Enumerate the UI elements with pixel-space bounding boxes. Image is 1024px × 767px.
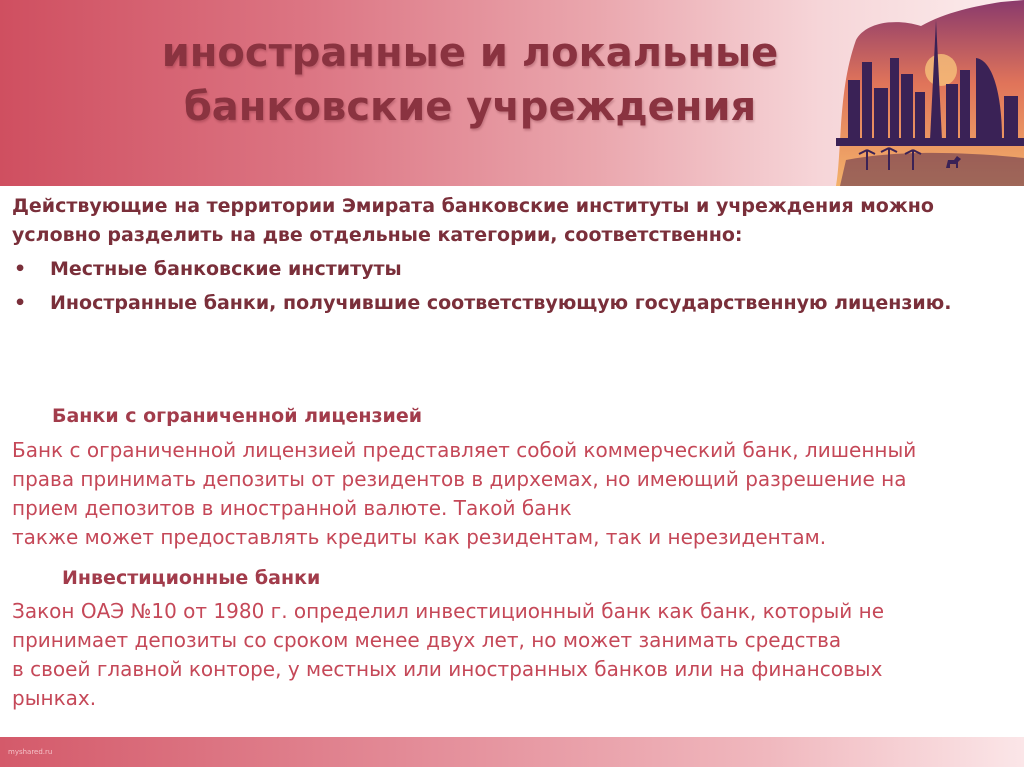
slide-content xyxy=(12,192,1012,710)
text-line: в своей главной конторе, у местных или иностранных банков или на финансовых xyxy=(12,657,883,681)
text-line: прием депозитов в иностранной валюте. Такой банк xyxy=(12,496,572,520)
list-item-label: Иностранные банки, получившие соответствующую государственную лицензию. xyxy=(50,292,952,314)
text-line: принимает депозиты со сроком менее двух лет, но может занимать средства xyxy=(12,628,842,652)
list-item xyxy=(12,254,1012,284)
list-item-label: Местные банковские институты xyxy=(50,258,402,280)
list-item xyxy=(12,288,1012,318)
footer-watermark: myshared.ru xyxy=(8,748,53,756)
text-line: также может предоставлять кредиты как резидентам, так и нерезидентам. xyxy=(12,525,827,549)
text-line: рынках. xyxy=(12,686,97,710)
section-text-limited-license xyxy=(12,436,1012,552)
section-text-investment-banks xyxy=(12,597,1012,713)
bullet-icon: • xyxy=(14,258,27,280)
text-line: Банк с ограниченной лицензией представляет собой коммерческий банк, лишенный xyxy=(12,438,917,462)
bullet-icon: • xyxy=(14,292,27,314)
intro-paragraph: Действующие на территории Эмирата банковские институты и учреждения можно условно разделить на две отдельные категории, соответственно: xyxy=(12,195,934,246)
section-heading-limited-license: Банки с ограниченной лицензией xyxy=(52,405,423,427)
text-line: права принимать депозиты от резидентов в дирхемах, но имеющий разрешение на xyxy=(12,467,907,491)
title-line-1: иностранные и локальные xyxy=(161,30,779,76)
section-heading-investment-banks: Инвестиционные банки xyxy=(62,567,321,589)
footer-bar xyxy=(0,737,1024,767)
bank-categories-list xyxy=(12,254,1012,318)
text-line: Закон ОАЭ №10 от 1980 г. определил инвестиционный банк как банк, который не xyxy=(12,599,884,623)
title-line-2: банковские учреждения xyxy=(183,84,757,130)
city-skyline-illustration xyxy=(826,0,1024,190)
slide-title xyxy=(110,26,830,134)
